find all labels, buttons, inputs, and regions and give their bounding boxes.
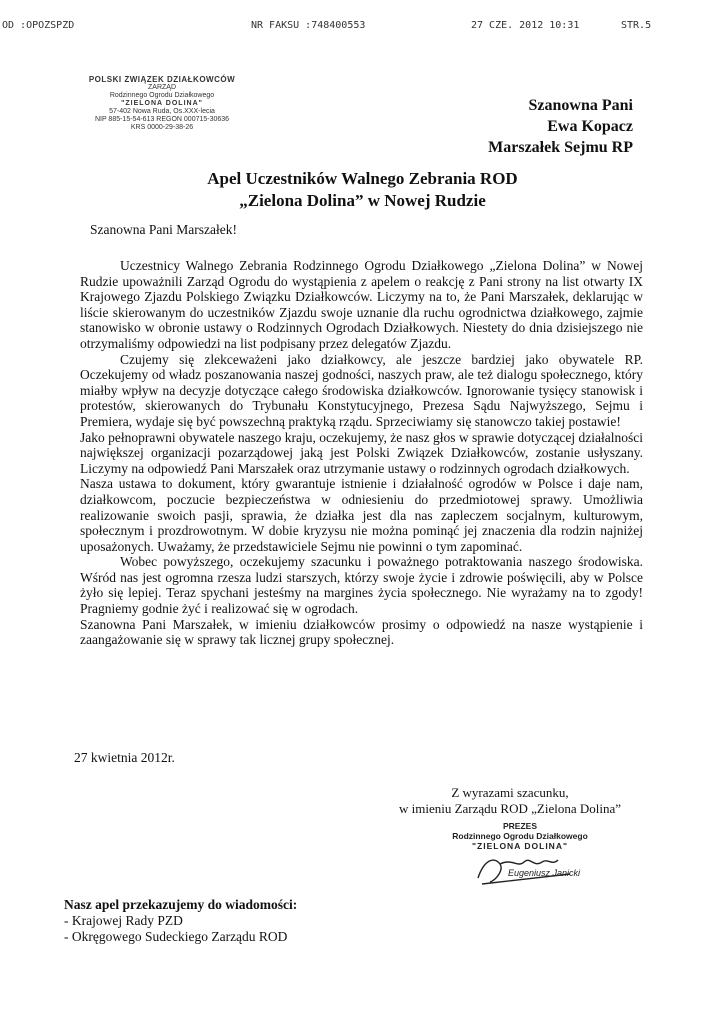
fax-datetime: 27 CZE. 2012 10:31	[471, 20, 580, 31]
closing-line: w imieniu Zarządu ROD „Zielona Dolina”	[398, 801, 621, 816]
letter-date: 27 kwietnia 2012r.	[74, 750, 175, 765]
stamp-line: NIP 885-15-54-613 REGON 000715-30636	[94, 116, 230, 123]
body-paragraph: Czujemy się zlekceważeni jako działkowcy, ale jeszcze bardziej jako obywatele RP. Oczekujemy od władz poszanowania naszej godności, naszych praw, ale też dialogu społecznego, który miałby wpływ na decyzje dotyczące całego środowiska działkowców. Ignorowanie tysięcy stanowisk i protestów, skierowanych do Trybunału Konstytucyjnego, Prezesa Sądu Najwyższego, Sejmu i Premiera, wydaje się być powszechną praktyką rządu. Sprzeciwiamy się stanowczo takiej postawie!	[80, 351, 643, 429]
stamp-line: Rodzinnego Ogrodu Działkowego	[452, 831, 588, 841]
stamp-line: POLSKI ZWIĄZEK DZIAŁKOWCÓW	[88, 75, 236, 84]
body-paragraph: Jako pełnoprawni obywatele naszego kraju, oczekujemy, że nasz głos w sprawie dotyczącej działalności największej organizacji pozarządowej jaką jest Polski Związek Działkowców, zostanie usłyszany. Liczymy na odpowiedź Pani Marszałek oraz utrzymanie ustawy o rodzinnych ogrodach działkowych.	[80, 429, 643, 476]
fax-page-number: STR.5	[621, 20, 652, 31]
president-stamp	[420, 821, 620, 851]
title-line: „Zielona Dolina” w Nowej Rudzie	[239, 191, 486, 210]
stamp-line: 57-402 Nowa Ruda, Os.XXX-lecia	[109, 108, 215, 115]
closing-block	[360, 785, 660, 817]
closing-line: Z wyrazami szacunku,	[451, 785, 569, 800]
letter-body	[80, 258, 643, 648]
recipient-block	[488, 95, 633, 158]
stamp-line: Rodzinnego Ogrodu Działkowego	[109, 92, 215, 99]
stamp-line: ZARZĄD	[148, 84, 176, 91]
document-title	[0, 168, 725, 212]
distribution-item: - Okręgowego Sudeckiego Zarządu ROD	[64, 929, 288, 944]
body-paragraph: Uczestnicy Walnego Zebrania Rodzinnego Ogrodu Działkowego „Zielona Dolina” w Nowej Rudzie upoważnili Zarząd Ogrodu do wystąpienia z apelem o reakcję z Pani strony na list otwarty IX Krajowego Zjazdu Polskiego Związku Działkowców. Liczymy na to, że Pani Marszałek, deklarując w liście skierowanym do uczestników Zjazdu swoje uznanie dla ruchu ogrodnictwa działkowego, zajmie stanowisko w obronie ustawy o Rodzinnych Ogrodach Działkowych. Niestety do dnia dzisiejszego nie otrzymaliśmy odpowiedzi na list podpisany przez delegatów Zjazdu.	[80, 258, 643, 351]
recipient-title: Marszałek Sejmu RP	[488, 139, 633, 156]
distribution-item: - Krajowej Rady PZD	[64, 913, 183, 928]
fax-number: NR FAKSU :748400553	[251, 20, 366, 31]
sender-stamp	[62, 75, 262, 132]
stamp-line: PREZES	[502, 821, 537, 831]
stamp-line: "ZIELONA DOLINA"	[121, 100, 203, 107]
stamp-line: "ZIELONA DOLINA"	[472, 841, 568, 851]
recipient-line: Szanowna Pani	[528, 97, 633, 114]
signatory-name: Eugeniusz Janicki	[508, 868, 581, 878]
title-line: Apel Uczestników Walnego Zebrania ROD	[207, 169, 518, 188]
stamp-line: KRS 0000-29-38-26	[130, 124, 194, 131]
recipient-name: Ewa Kopacz	[547, 118, 633, 135]
body-paragraph: Nasza ustawa to dokument, który gwarantuje istnienie i działalność ogrodów w Polsce i daje nam, działkowcom, poczucie bezpieczeństwa w odniesieniu do przedmiotowej sprawy. Umożliwia realizowanie swoich pasji, sprawia, że działka jest dla nas zapleczem socjalnym, kulturowym, społecznym i prozdrowotnym. W dobie kryzysu nie można pominąć jej znaczenia dla rodzin najniżej uposażonych. Uważamy, że przedstawiciele Sejmu nie powinni o tym zapominać.	[80, 476, 643, 554]
body-paragraph: Wobec powyższego, oczekujemy szacunku i poważnego potraktowania naszego środowiska. Wśród nas jest ogromna rzesza ludzi starszych, którzy swoje życie i zdrowie poświęcili, aby w Polsce żyło się lepiej. Teraz spychani jesteśmy na margines życia społecznego. Nie wyrażamy na to zgody! Pragniemy godnie żyć i realizować się w ogrodach.	[80, 554, 643, 617]
salutation: Szanowna Pani Marszałek!	[90, 222, 237, 237]
fax-sender-id: OD :OPOZSPZD	[2, 20, 75, 31]
body-paragraph: Szanowna Pani Marszałek, w imieniu działkowców prosimy o odpowiedź na nasze wystąpienie i zaangażowanie się w sprawy tak licznej grupy społecznej.	[80, 616, 643, 648]
distribution-list	[64, 897, 297, 945]
distribution-heading: Nasz apel przekazujemy do wiadomości:	[64, 897, 298, 912]
